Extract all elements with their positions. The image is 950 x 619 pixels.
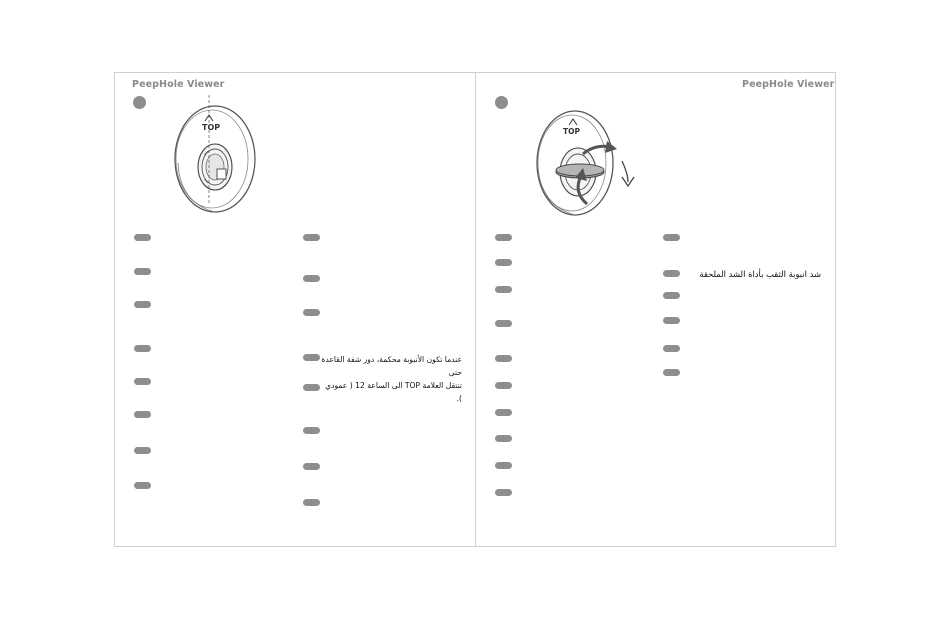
list-marker [495,355,512,362]
list-marker [495,286,512,293]
instruction-line-2: تنتقل العلامة TOP الى الساعة 12 ( عمودي ). [325,381,462,403]
list-marker [663,292,680,299]
step-marker-right [495,96,508,109]
list-marker [303,499,320,506]
list-marker [663,345,680,352]
brand-title-right: PeepHole Viewer [742,79,835,90]
list-marker [663,369,680,376]
figure-top-label-left: TOP [202,123,221,132]
list-marker [495,435,512,442]
list-marker [134,345,151,352]
list-marker [663,317,680,324]
list-marker [495,320,512,327]
instruction-line-1: عندما تكون الأنبوبة محكمة، دور شفة القاعدة حتى [321,355,462,377]
list-marker [134,482,151,489]
list-marker [495,462,512,469]
list-marker [134,234,151,241]
figure-top-label-right: TOP [563,127,580,136]
list-marker [663,234,680,241]
list-marker [303,275,320,282]
peephole-tightening-tool-illustration [525,106,640,221]
list-marker [303,427,320,434]
list-marker [134,268,151,275]
page-divider [475,72,476,547]
step-marker-left [133,96,146,109]
list-marker [303,463,320,470]
list-marker [303,234,320,241]
instruction-tighten-tube: شد انبوبة الثقب بأداة الشد الملحقة [699,269,821,279]
list-marker [495,259,512,266]
brand-title-left: PeepHole Viewer [132,79,225,90]
list-marker [134,447,151,454]
instruction-rotate-flange [318,353,462,405]
list-marker [134,411,151,418]
list-marker [134,301,151,308]
list-marker [495,382,512,389]
peephole-top-alignment-illustration [160,93,260,223]
list-marker [303,309,320,316]
list-marker-active [663,270,680,277]
list-marker [495,409,512,416]
list-marker [495,234,512,241]
list-marker [495,489,512,496]
list-marker [134,378,151,385]
